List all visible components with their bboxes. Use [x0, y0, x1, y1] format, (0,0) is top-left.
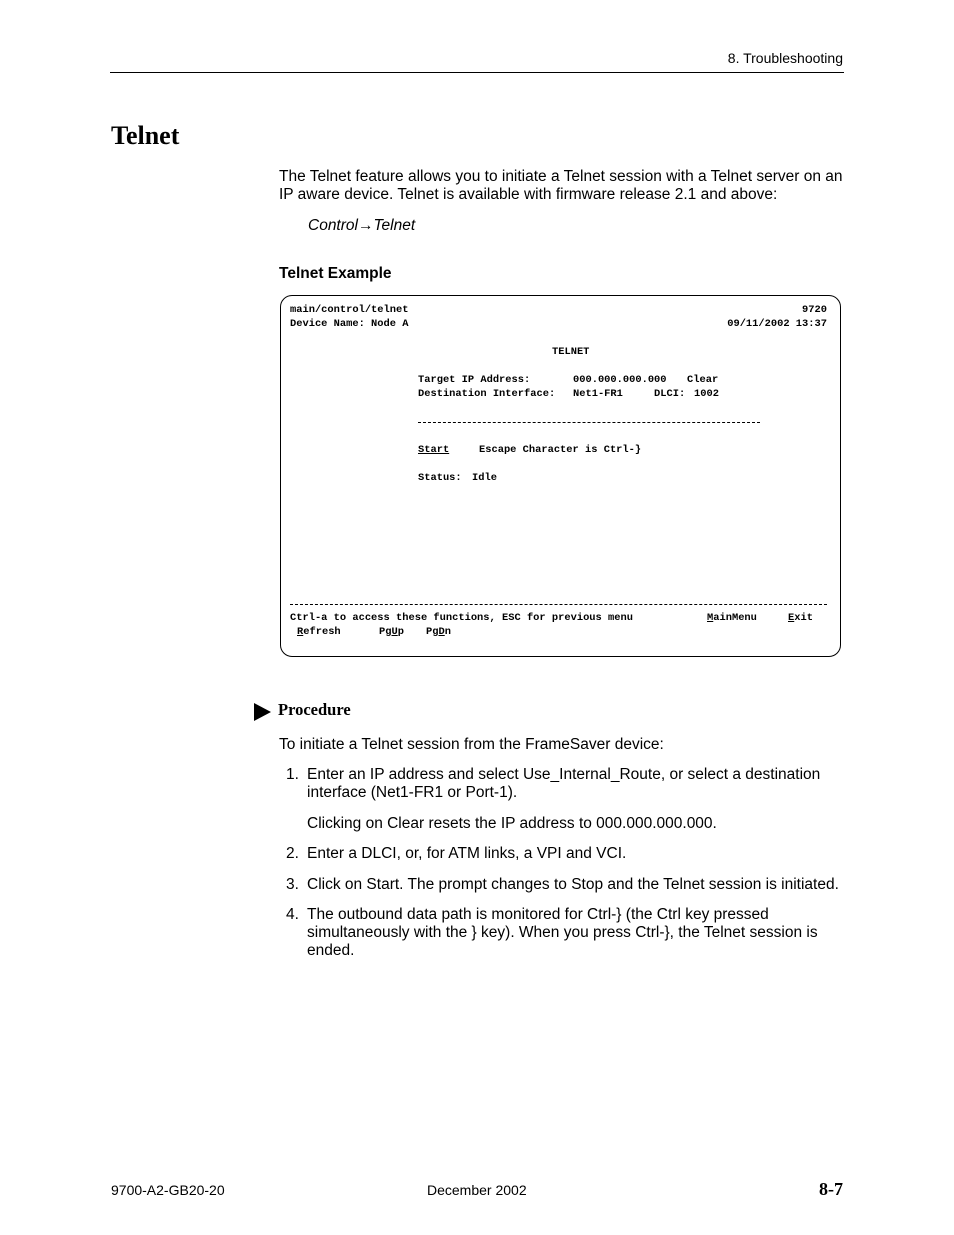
screen-bottom-divider [290, 604, 827, 605]
mainmenu-label: ainMenu [713, 612, 757, 624]
pgdn-hotkey: D [438, 626, 445, 638]
screen-datetime: 09/11/2002 13:37 [727, 318, 827, 330]
screen-device-name: Device Name: Node A [290, 318, 409, 330]
screen-path: main/control/telnet [290, 304, 409, 316]
running-head: 8. Troubleshooting [727, 50, 843, 66]
pgup-label: p [397, 626, 404, 638]
exit-hotkey: E [788, 612, 795, 624]
refresh-label: efresh [303, 626, 341, 638]
dlci-field[interactable]: 1002 [694, 388, 719, 400]
pgup-prefix: Pg [379, 626, 392, 638]
example-heading: Telnet Example [279, 265, 392, 282]
footer-date: December 2002 [427, 1182, 527, 1198]
step-number: 1. [286, 766, 299, 783]
step-text: Enter an IP address and select Use_Internal_Route, or select a destination interface (Net1-FR1 or Port-1). [307, 766, 821, 801]
page-title: Telnet [111, 121, 180, 150]
step-number: 3. [286, 876, 299, 893]
terminal-screen [280, 295, 841, 657]
step-text: The outbound data path is monitored for Ctrl-} (the Ctrl key pressed simultaneously with the } key). When you press Ctrl-}, the Telnet session is ended. [307, 906, 818, 959]
screen-footer-hint: Ctrl-a to access these functions, ESC for previous menu [290, 612, 633, 624]
target-ip-field[interactable]: 000.000.000.000 [573, 374, 667, 386]
screen-divider [418, 422, 760, 423]
status-value: Idle [472, 472, 497, 484]
step-note: Clicking on Clear resets the IP address to 000.000.000.000. [307, 815, 717, 832]
pgdn-prefix: Pg [426, 626, 439, 638]
clear-button[interactable]: Clear [687, 374, 719, 386]
step-number: 4. [286, 906, 299, 923]
exit-label: xit [794, 612, 813, 624]
procedure-lead: To initiate a Telnet session from the FrameSaver device: [279, 736, 664, 753]
mainmenu-button[interactable] [707, 611, 757, 625]
refresh-hotkey: R [297, 626, 304, 638]
exit-button[interactable] [788, 611, 813, 625]
intro-paragraph: The Telnet feature allows you to initiate a Telnet session with a Telnet server on an IP aware device. Telnet is available with firmware release 2.1 and above: [279, 168, 843, 203]
step-text: Enter a DLCI, or, for ATM links, a VPI and VCI. [307, 845, 627, 862]
refresh-button[interactable] [297, 625, 341, 639]
step-text: Click on Start. The prompt changes to Stop and the Telnet session is initiated. [307, 876, 839, 893]
start-button[interactable]: Start [418, 444, 450, 456]
dest-interface-label: Destination Interface: [418, 388, 556, 400]
dest-interface-field[interactable]: Net1-FR1 [573, 388, 623, 400]
footer-doc-number: 9700-A2-GB20-20 [111, 1182, 225, 1198]
menu-path: Control→Telnet [308, 217, 416, 234]
dlci-label: DLCI: [654, 388, 686, 400]
header-rule [110, 72, 844, 73]
screen-title: TELNET [552, 346, 590, 358]
procedure-title: Procedure [278, 700, 351, 719]
procedure-arrow-icon [254, 703, 271, 721]
pgdn-button[interactable] [426, 625, 451, 639]
mainmenu-hotkey: M [707, 612, 714, 624]
pgup-button[interactable] [379, 625, 404, 639]
screen-model: 9720 [802, 304, 827, 316]
pgdn-label: n [444, 626, 451, 638]
target-ip-label: Target IP Address: [418, 374, 531, 386]
step-number: 2. [286, 845, 299, 862]
pgup-hotkey: U [391, 626, 398, 638]
status-label: Status: [418, 472, 462, 484]
page-number: 8-7 [819, 1179, 843, 1199]
escape-character-text: Escape Character is Ctrl-} [479, 444, 642, 456]
